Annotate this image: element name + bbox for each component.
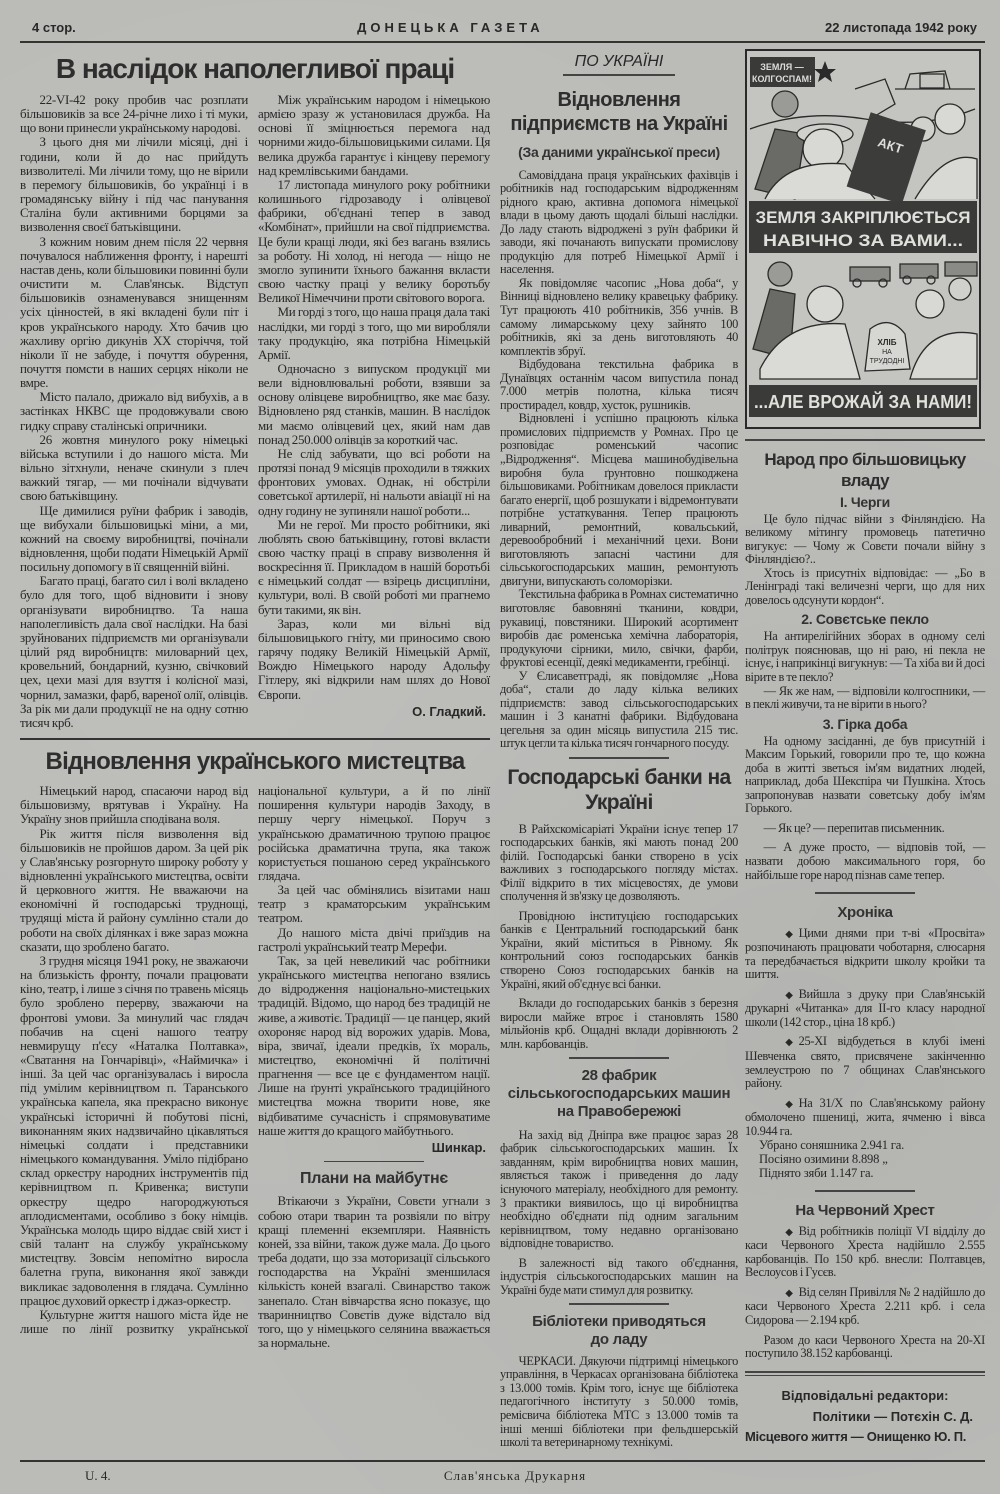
chronicle-stats [745, 1138, 985, 1180]
stat-winter-crops: Посіяно озимини 8.898 „ [759, 1152, 888, 1167]
cartoon-illustration [745, 49, 981, 429]
factories-title-line: на Правобережжі [557, 1102, 681, 1120]
redcross-total [745, 1334, 985, 1361]
cartoon-caption-top: НАВІЧНО ЗА ВАМИ... [763, 231, 963, 250]
paragraph [745, 1035, 985, 1090]
paragraph [745, 988, 985, 1030]
paragraph: — Як же нам, — відповіли колгоспники, — в пеклі живучи, та не вірити в нього? [745, 683, 985, 712]
redcross-items [745, 1225, 985, 1328]
propaganda-cartoon [745, 49, 981, 429]
paragraph: Ще димилися руїни фабрик і заводів, ще вибухали більшовицькі міни, а ми, кожний на своєму виробництві, почінали відновлення, щоби подати Німецькій Армії посильну допомогу в її священній війні. [20, 502, 248, 575]
cartoon-caption-top: ЗЕМЛЯ ЗАКРІПЛЮЄТЬСЯ [755, 208, 971, 227]
paragraph: Рік життя після визволення від більшовиків не пройшов даром. За цей рік у Слав'янську розгорнуто широку роботу у відновленні українського мистецтва, освіти й церковного життя. Не вважаючи на економічні й господарські труднощі, трудящі міста й району сумлінно стали до роботи на своїх ділянках і вже зараз можна сказати, що зроблено багато. [20, 825, 248, 954]
paragraph: Одночасно з випуском продукції ми вели відновлювальні роботи, взявши за основу олівцеве виробництво, яке має базу. Відновлено ряд станків, машин. В наслідок ми маємо олівцевий цех, який нам дав понад 250.000 олівців за короткий час. [258, 360, 490, 447]
cartoon-sack-text: ТРУДОДНІ [869, 358, 905, 365]
article1-column-a [20, 93, 248, 730]
paragraph: Так, за цей невеликий час робітники українського мистецтва непогано взялись до відродження національно-мистецьких традицій. Відомо, що народ без традицій не живе, а животіє. Традиції — це панцер, який охороняє народ від ворожих ударів. Мова, віра, звичаї, ідеали предків, їх мораль, мистецтво, економічні й політичні прагнення — все це є фундаментом нації. Лише на ґрунті українського традиційного мистецтва можна творити нове, яке відбиватиме сучасність і спрямовуватиме наше життя до кращого майбутнього. [258, 952, 490, 1138]
paragraph [745, 1225, 985, 1280]
paragraph: Між українським народом і німецькою армією зразу ж установилася дружба. На основі її зміцнюється перемога над чорними жидо-більшовицькими силами. Ця велика дружба гарантує і кінцеву перемогу над кремлівськими бандами. [258, 92, 490, 178]
paragraph [745, 1097, 985, 1139]
paragraph: ЧЕРКАСИ. Дякуючи підтримці німецького управління, в Черкасах організована бібліотека з 13.000 томів. Крім того, існує ще бібліотека педагогічного інституту з 50.000 томів, ремісвича бібліотека МТС з 13.000 томів та інші менші бібліотеки при фельдшерській школі та ветеринарному технікумі. [500, 1353, 738, 1450]
item-text: На 31/X по Слав'янському району обмолочено пшениці, жита, ячменю і вівса 10.944 га. [745, 1095, 985, 1138]
paragraph: Це було підчас війни з Фінляндією. На великому мітингу промовець патетично вигукує: — Чому ж Совєти почали війну з Фінляндією?.. [745, 511, 985, 567]
paragraph: Як повідомляє часопис „Нова доба“, у Вінниці відновлено велику кравецьку фабрику. Тут працюють 410 робітників, 356 учнів. В самому лимарському цеху зайнято 100 робітників, які за день виготовляють 40 комплектів збруї. [500, 275, 738, 358]
paragraph: Текстильна фабрика в Ромнах систематично виготовляє бавовняні тканини, ковдри, рукавиці, повстяники. Широкий асортимент виробів дає роменська хемічна лабораторія, продукуючи сірники, мило, свічки, фарби, фруктові есенції, деякі медикаменти, гребінці. [500, 587, 738, 670]
article2-columns [20, 784, 490, 1350]
paragraph: В Райхскомісаріаті України існує тепер 17 господарських банків, які мають понад 200 філій. Господарські банки створено в усіх важливих з господарського погляду містах. Філії відкрито в тих місцевостях, де умови сполучення й зв'язку це дозволяють. [500, 821, 738, 904]
item-text: 25-XI відбудеться в клубі імені Шевченка свято, присвячене закінченню землеустрою по 7 общинах Слав'янського району. [745, 1034, 985, 1091]
paragraph: З грудня місяця 1941 року, не зважаючи на близькість фронту, почали працювати кіно, театр, і лише з січня по травень місяць було зроблено перерву, зважаючи на фронтові умови. За минулий час глядач побачив на сцені нашого театру невмирущу п'єсу «Наталка Полтавка», «Сватання на Гончарівці», «Наймичка» і інші. За цей час організувалась і виросла під умілим керівництвом п. Таранського українська капела, яка прекрасно виконує українські історичні й побутові пісні, виконанням яких надзвичайно цікавляться німецькі солдати і представники німецького командування. Уміло підібрано склад оркестру народних інструментів під керівництвом п. Кривенка; виступи оркестру щедро нагороджуються аплодисментами, особливо з боку німців. Українська молодь щиро віддає свій хист і свій талант на службу українському мистецтву. Зовсім непомітно виросла балетна група, виконання якої завжди викликає задоволення в глядача. Сумлінно працює духовий оркестр і джаз-оркестр. [20, 952, 248, 1308]
article2-column-a [20, 784, 248, 1336]
paragraph: До нашого міста двічі приїздив на гастролі український театр Мерефи. [258, 924, 490, 954]
people-s3-title: 3. Гірка доба [822, 715, 908, 732]
article2-column-b [258, 784, 490, 1138]
cartoon-caption-bottom: ...АЛЕ ВРОЖАЙ ЗА НАМИ! [754, 392, 981, 412]
stat-fallow: Піднято зяби 1.147 га. [759, 1166, 874, 1181]
people-s2-body [745, 630, 985, 711]
article1-author: О. Гладкий. [412, 703, 486, 719]
cartoon-document-text: АКТ [875, 134, 905, 157]
footer-code: U. 4. [85, 1467, 111, 1483]
paragraph [745, 927, 985, 982]
paragraph: Провідною інституцією господарських банків є Центральний господарський банк України, який міститься в Рівному. Як контрольний союз господарських банків створено Союз господарських банків на Україні, який об'єднує всі банки. [500, 908, 738, 991]
page-footer [20, 1468, 985, 1484]
article2-title: Відновлення українського мистецтва [45, 748, 465, 776]
divider [569, 1057, 669, 1059]
item-text: Від робітників поліції VI відділу до каси Червоного Хреста надійшло 2.555 карбованців. По 150 крб. внесли: Полтавцев, Веслоусов і Гусєв. [745, 1223, 985, 1280]
banks-title: Господарські банки на Україні [507, 765, 731, 814]
paragraph: — А дуже просто, — відповів той, — назвати добою максимального горя, бо найбільше горе народ пізнав саме тепер. [745, 840, 985, 882]
people-s3-body [745, 735, 985, 882]
plans-body [258, 1194, 490, 1350]
footer-printer: Слав'янська Друкарня [443, 1467, 587, 1483]
cartoon-flag-text: ЗЕМЛЯ — [760, 62, 804, 72]
ukraine-body [500, 169, 738, 752]
bullet-ornament-icon: ◆ [785, 1098, 793, 1110]
paragraph: національної культури, а й по лінії поширення культури народів Заходу, в першу чергу німецької. Поруч з українською драматичною трупою працює російська драматична трупа, яка також користується пошаною серед українського глядача. [258, 783, 490, 883]
left-section [20, 49, 490, 1350]
libraries-body [500, 1355, 738, 1450]
bullet-ornament-icon: ◆ [785, 1287, 793, 1299]
paragraph: У Єлисаветграді, як повідомляє „Нова доба“, стали до ладу кілька великих підприємств: завод сільськогосподарських машин і 3 канатні фабрики. Відбудована цегельня за один місяць випустила 215 тис. штук цегли та кілька тисяч гончарного посуду. [500, 668, 738, 751]
redcross-title: На Червоний Хрест [795, 1201, 935, 1219]
divider [815, 1190, 915, 1192]
divider [815, 892, 915, 894]
masthead: ДОНЕЦЬКА ГАЗЕТА [357, 20, 544, 35]
article2-author: Шинкар. [431, 1139, 486, 1155]
editor-politics: Політики — Потєхін С. Д. [812, 1408, 973, 1424]
divider [324, 1161, 424, 1163]
plans-title: Плани на майбутнє [300, 1170, 448, 1188]
article2-column-b-wrap [258, 784, 490, 1350]
article1-column-b-wrap [258, 93, 490, 719]
editors-title: Відповідальні редактори: [781, 1387, 949, 1403]
paragraph: За цей час обмінялись візитами наш театр з краматорським українським театром. [258, 882, 490, 926]
footer-rule [20, 1460, 985, 1462]
paragraph: 26 жовтня минулого року німецькі війська вступили і до нашого міста. Ми вільно зітхнули, неначе скинули з плеч важкий тягар, — ми почінали відчувати свою батьківщину. [20, 431, 248, 504]
paragraph: Німецький народ, спасаючи народ від більшовизму, врятував і Україну. На Україну знов прийшла сподівана воля. [20, 783, 248, 827]
cartoon-sack-text: ХЛІБ [877, 338, 897, 347]
libraries-title-line: до ладу [590, 1330, 648, 1348]
cartoon-sack-text: НА [882, 349, 892, 356]
section-label-underline [563, 74, 675, 76]
bullet-ornament-icon: ◆ [785, 1037, 793, 1049]
divider [569, 1303, 669, 1305]
right-column [745, 49, 985, 1444]
paragraph: З цього дня ми лічили місяці, дні і години, коли й до нас прийдуть визволителі. Ми лічили тому, що не вірили в перемогу більшовиків, бо українці і в громадянську війну і під час панування Сталіна були активними борцями за визволення своєї батьківщини. [20, 134, 248, 235]
factories-title-line: 28 фабрик [581, 1066, 657, 1084]
libraries-title-line: Бібліотеки приводяться [532, 1312, 706, 1330]
paragraph: Ми горді з того, що наша праця дала такі наслідки, ми горді з того, що ми виробляли таку продукцію, яка потрібна Німецькій Армії. [258, 304, 490, 362]
divider [745, 439, 985, 441]
item-text: Від селян Привілля № 2 надійшло до каси Червоного Хреста 2.211 крб. і села Сидорова — 2.194 крб. [745, 1284, 985, 1328]
divider [569, 757, 669, 759]
factories-title-line: сільськогосподарських машин [507, 1084, 731, 1102]
paragraph: Відбудована текстильна фабрика в Дунаївцях останнім часом випустила понад 7.000 метрів полотна, кілька тисяч простирадел, ковдр, хусток, рушників. [500, 357, 738, 412]
bullet-ornament-icon: ◆ [785, 928, 793, 940]
libraries-title [500, 1313, 738, 1349]
paragraph: Вклади до господарських банків з березня виросли майже втроє і становлять 1580 мільйонів крб. Ощадні вклади дорівнюють 2 млн. карбованців. [500, 996, 738, 1051]
paragraph: Ми не герої. Ми просто робітники, які люблять свою батьківщину, готові вкласти свою частку праці в справу визволення й воскресіння її. Прикладом в нашій боротьбі є німецький солдат — взірець дисципліни, культури, волі. В своїй роботі ми прагнемо бути такими, як він. [258, 516, 490, 617]
paragraph: 17 листопада минулого року робітники колишнього гідрозаводу і олівцевої фабрики, об'єднані тепер в завод «Комбінат», прийшли на свої підприємства. Це були кращі люди, які без вагань взялись за роботу. Ні холод, ні негода — ніщо не змогло зупинити їхнього бажання вкласти свою частку праці у велику боротьбу Великої Німеччини проти світового ворога. [258, 176, 490, 306]
people-title: Народ про більшовицьку владу [764, 449, 966, 490]
editor-local: Місцевого життя — Онищенко Ю. П. [745, 1428, 967, 1444]
item-text: Цими днями при т-ві «Просвіта» розпочинають працювати чоботарня, слюсарня та передбачається відкрити школу кройки та шиття. [745, 925, 985, 982]
paragraph: Не слід забувати, що всі роботи на протязі понад 9 місяців проходили в тяжких фронтових умовах. Однак, ні обстріли советської артилерії, ні нальоти авіації ні на одну годину не зупиняли нашої роботи... [258, 445, 490, 518]
stat-sunflower: Убрано соняшника 2.941 га. [759, 1138, 905, 1153]
chronicle-items [745, 927, 985, 1139]
paragraph: Самовіддана праця українських фахівців і робітників над господарським відродженням рідного краю, активна допомога німецької влади в цьому дають щодалі більші наслідки. До ладу стають відроджені з руїн фабрики й заводи, які почанають випускати промислову продукцію для потреб Німецької Армії і населення. [500, 167, 738, 277]
paragraph: Місто палало, дрижало від вибухів, а в застінках НКВС ще продовжували свою гидку справу сталінські опричники. [20, 389, 248, 433]
section-label: ПО УКРАЇНІ [574, 53, 664, 70]
paragraph [745, 1286, 985, 1328]
people-s1-title: І. Черги [840, 493, 890, 510]
paragraph: Культурне життя нашого міста йде не лише по лінії розвитку української [20, 1306, 248, 1336]
people-s1-body [745, 513, 985, 608]
factories-body [500, 1129, 738, 1298]
page-body [20, 49, 985, 1450]
paragraph: На антирелігійних зборах в одному селі політрук пояснював, що ні раю, ні пекла не існує, і наприкінці вигукнув: — Та хіба ви й досі вірите в те пекло? [745, 629, 985, 684]
article1-column-b [258, 93, 490, 702]
item-text: Вийшла з друку при Слав'янській друкарні «Читанка» для II-го класу народної школи (142 стор., ціна 18 крб.) [745, 986, 985, 1029]
paragraph: Разом до каси Червоного Хреста на 20-XI поступило 38.152 карбованці. [745, 1332, 985, 1361]
double-rule [745, 1371, 985, 1376]
paragraph: Відновлені і успішно працюють кілька промислових підприємств у Ромнах. Про це розповідає роменський часопис „Відродження“. Місцева машинобудівельна виробня була ґрунтовно пошкоджена більшовиками. Робітникам довелося прикласти багато енергії, щоб розшукати і відремонтувати потрібне устаткування. Тепер працюють ливарний, ремонтний, ковальський, деревообробний і механічний цехи. Вони виготовляють запасні частини для сільськогосподарських машин, ремонтують двигуни, випускають соломорізки. [500, 411, 738, 588]
paragraph: В залежності від такого об'єднання, індустрія сільськогосподарських машин на Україні буде мати стимул для розвитку. [500, 1255, 738, 1297]
paragraph: На захід від Дніпра вже працює зараз 28 фабрик сільськогосподарських машин. Їх завданням, крім виробництва нових машин, являється також і приведення до ладу існуючого матеріалу, необхідного для ремонту. З практики виявилось, що ці виробництва необхідно об'єднати під одним загальним керівництвом, тому недавно організовано відповідне товариство. [500, 1127, 738, 1251]
people-s2-title: 2. Совєтське пекло [801, 611, 929, 628]
ukraine-title: Відновлення підприємств на Україні [510, 88, 728, 135]
middle-column [500, 49, 738, 1450]
paragraph: На одному засіданні, де був присутній і Максим Горький, говорили про те, що кожна доба в житті зветься ім'ям видатних людей, наприклад, доба Шекспіра чи Пушкіна. Хтось запропонував назвати советську добу ім'ям Горького. [745, 733, 985, 816]
article1-columns [20, 93, 490, 730]
paragraph: Хтось із присутніх відповідає: — „Бо в Ленінграді такі величезні черги, що для них довелось одсунути кордон“. [745, 565, 985, 607]
cartoon-flag-text: КОЛГОСПАМ! [752, 74, 813, 84]
header-rule [20, 41, 985, 43]
chronicle-title: Хроніка [837, 903, 893, 921]
factories-title [500, 1067, 738, 1121]
paragraph: 22-VI-42 року пробив час розплати більшовиків за все 24-річне лихо і ті муки, що вони принесли українському народові. [20, 92, 248, 136]
paragraph: З кожним новим днем після 22 червня почувалося наближення фронту, і нарешті настав день, коли більшовики повинні були очистити м. Слав'янськ. Відступ більшовиків ознаменувався знищенням усіх цінностей, в які вкладені були піт і кров українського народу. Хто бачив цю жахливу оргію дикунів XX сторіччя, той ніколи її не забуде, і почуття обурення, почуття помсти в наших серцях ніколи не вмре. [20, 233, 248, 391]
paragraph: Зараз, коли ми вільні від більшовицького гніту, ми приносимо свою гарячу подяку Великій Німецькій Армії, Вождю Німецького народу Адольфу Гітлеру, які відкрили нам шлях до Нової Європи. [258, 615, 490, 702]
ukraine-subtitle: (За даними української преси) [518, 143, 720, 160]
paragraph: Багато праці, багато сил і волі вкладено було для того, щоб відновити і знову організувати виробництво. Та наша наполегливість дала свої наслідки. На базі зруйнованих підприємств ми організували цілий ряд виробництв: миловарний цех, кровельний, бондарний, кузню, свічковий цех, цехи мазі для взуття і колісної мазі, чорнил, замазки, фарб, вареної олії, олівців. За рік ми дали продукції не на одну сотню тисяч крб. [20, 573, 248, 730]
issue-date: 22 листопада 1942 року [824, 20, 977, 35]
article1-title: В наслідок наполегливої праці [55, 53, 455, 84]
paragraph: — Як це? — перепитав письменник. [763, 820, 945, 835]
article1-rule [20, 738, 490, 740]
page-number: 4 стор. [32, 20, 76, 35]
bullet-ornament-icon: ◆ [785, 989, 793, 1001]
paragraph: Втікаючи з України, Совєти угнали з собою отари тварин та розвіяли по вітру кращі племенні екземпляри. Наявність коней, зза війни, також дуже мала. До цього треба додати, що зза моторизації сільського господарства на Україні зменшилася кількість коней взагалі. Свинарство також занепало. Стан вівчарства ясно показує, що тваринництво Совєтів дуже відстало від того, що у німецького селянина вважається за нормальне. [258, 1193, 490, 1350]
page-header [20, 20, 985, 35]
bullet-ornament-icon: ◆ [785, 1226, 793, 1238]
banks-body [500, 823, 738, 1052]
